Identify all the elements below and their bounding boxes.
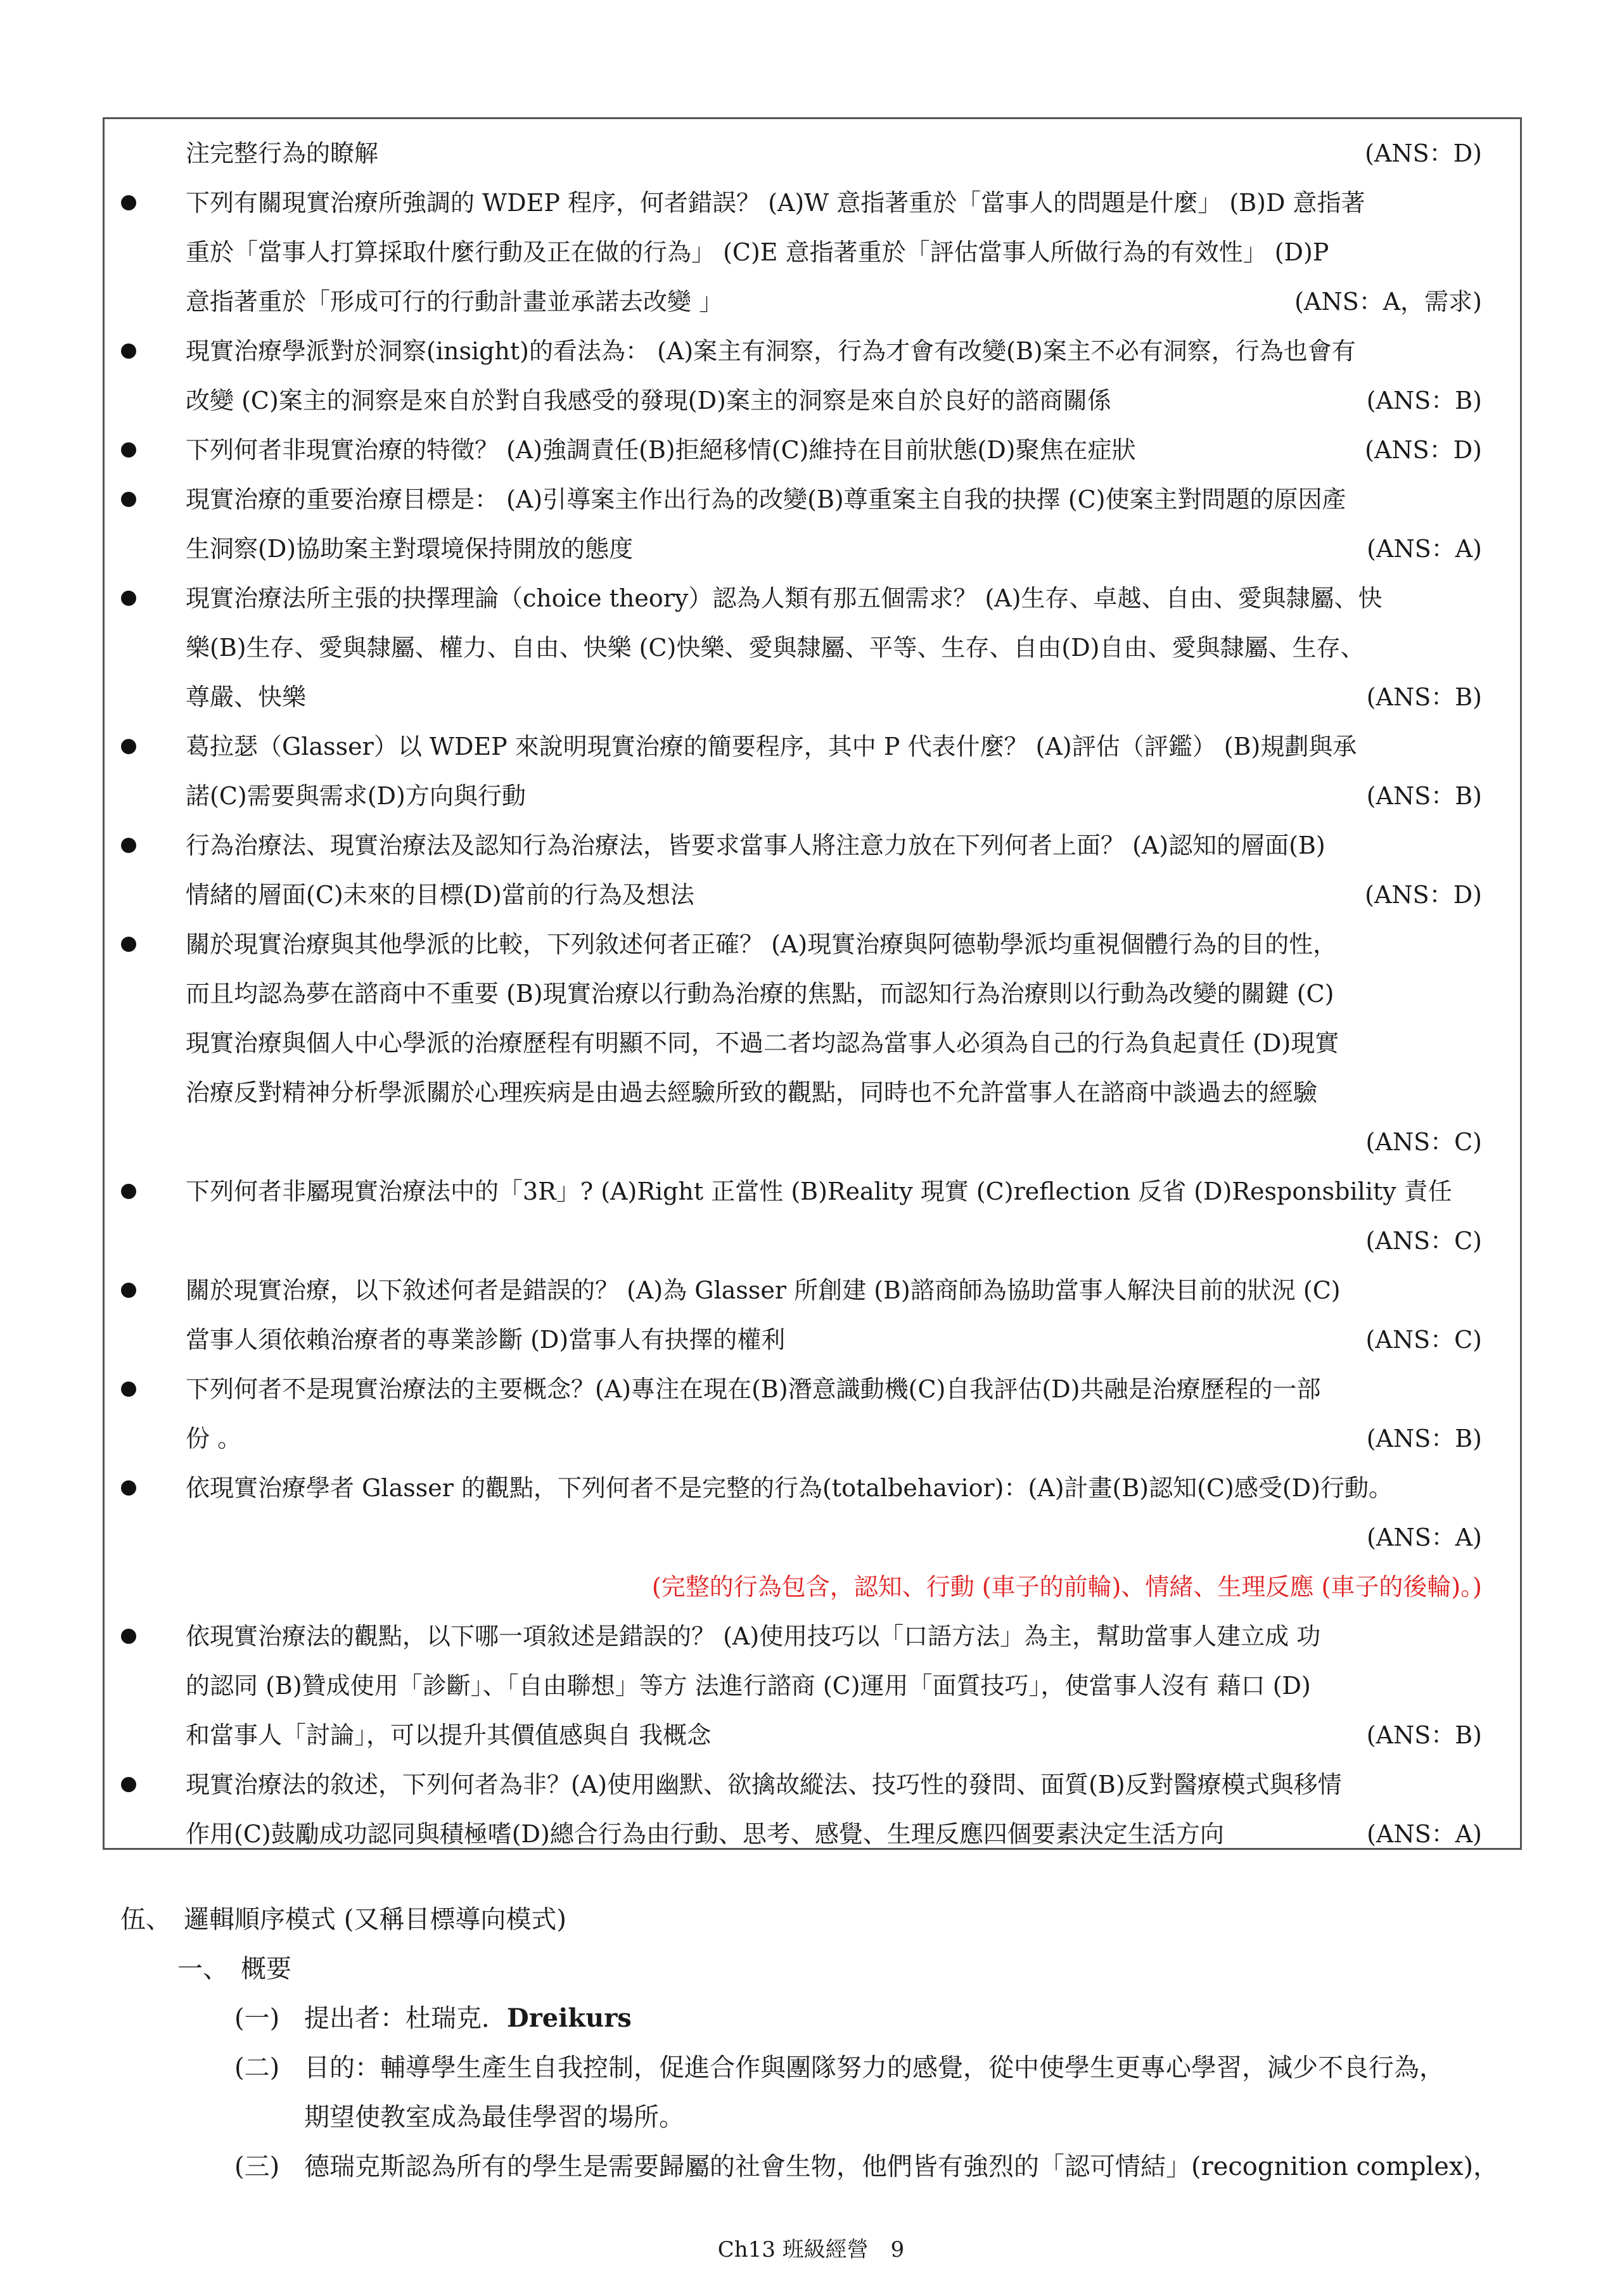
answer-label: (ANS：A，需求) (1294, 288, 1482, 316)
question-line: 下列何者非屬現實治療法中的「3R」? (A)Right 正當性 (B)Reality 現實 (C)reflection 反省 (D)Responsbility 責任 (186, 1177, 1452, 1205)
answer-label: (ANS：D) (1365, 881, 1482, 909)
question-line: 生洞察(D)協助案主對環境保持開放的態度 (186, 535, 634, 563)
question-line: 意指著重於「形成可行的行動計畫並承諾去改變 」 (186, 288, 724, 316)
answer-label: (ANS：B) (1366, 1721, 1482, 1749)
question-line: 現實治療與個人中心學派的治療歷程有明顯不同，不過二者均認為當事人必須為自己的行為負起責任 (D)現實 (186, 1029, 1339, 1057)
answer-note: (完整的行為包含，認知、行動 (車子的前輪)、情緒、生理反應 (車子的後輪)。) (651, 1573, 1482, 1601)
question-line: 關於現實治療，以下敘述何者是錯誤的？ (A)為 Glasser 所創建 (B)諮商師為協助當事人解決目前的狀況 (C) (186, 1276, 1341, 1304)
question-line: 而且均認為夢在諮商中不重要 (B)現實治療以行動為治療的焦點，而認知行為治療則以行動為改變的關鍵 (C) (186, 980, 1334, 1008)
bullet-icon (121, 937, 136, 952)
answer-label: (ANS：B) (1366, 387, 1482, 414)
bullet-icon (121, 1480, 136, 1496)
question-line: 尊嚴、快樂 (186, 683, 307, 711)
answer-label: (ANS：D) (1365, 436, 1482, 464)
bullet-icon (121, 442, 136, 458)
question-line: 現實治療法所主張的抉擇理論（choice theory）認為人類有那五個需求？ (A)生存、卓越、自由、愛與隸屬、快 (186, 584, 1383, 612)
question-box (103, 117, 1522, 1850)
question-line: 的認同 (B)贊成使用「診斷」、「自由聯想」等方 法進行諮商 (C)運用「面質技巧」，使當事人沒有 藉口 (D) (186, 1672, 1311, 1700)
item-text (304, 1994, 632, 2043)
question-line: 樂(B)生存、愛與隸屬、權力、自由、快樂 (C)快樂、愛與隸屬、平等、生存、自由(D)自由、愛與隸屬、生存、 (186, 634, 1365, 662)
page-number: 9 (890, 2237, 905, 2262)
item-text-continued: 期望使教室成為最佳學習的場所。 (304, 2103, 684, 2132)
bullet-icon (121, 1629, 136, 1644)
answer-label: (ANS：A) (1367, 1523, 1482, 1551)
bullet-icon (121, 1283, 136, 1298)
bullet-icon (121, 1184, 136, 1199)
item-number: (一) (234, 2004, 280, 2033)
question-line: 和當事人「討論」，可以提升其價值感與自 我概念 (186, 1721, 712, 1749)
question-line: 下列有關現實治療所強調的 WDEP 程序，何者錯誤？ (A)W 意指著重於「當事人的問題是什麼」 (B)D 意指著 (186, 189, 1365, 217)
bullet-icon (121, 195, 136, 210)
answer-label: (ANS：A) (1367, 535, 1482, 563)
question-line: 注完整行為的瞭解 (186, 139, 379, 167)
page-footer (0, 2232, 1622, 2263)
question-line: 重於「當事人打算採取什麼行動及正在做的行為」 (C)E 意指著重於「評估當事人所做行為的有效性」 (D)P (186, 238, 1329, 266)
item-number: (二) (234, 2053, 280, 2082)
question-line: 下列何者非現實治療的特徵？ (A)強調責任(B)拒絕移情(C)維持在目前狀態(D)聚焦在症狀 (186, 436, 1136, 464)
item-label: 提出者：杜瑞克． (304, 2004, 507, 2033)
question-line: 治療反對精神分析學派關於心理疾病是由過去經驗所致的觀點，同時也不允許當事人在諮商中談過去的經驗 (186, 1079, 1318, 1106)
section-number: 伍、 (120, 1905, 171, 1934)
bullet-icon (121, 343, 136, 359)
subsection-title: 概要 (241, 1954, 291, 1984)
question-line: 下列何者不是現實治療法的主要概念？(A)專注在現在(B)潛意識動機(C)自我評估(D)共融是治療歷程的一部 (186, 1375, 1321, 1403)
question-line: 作用(C)鼓勵成功認同與積極嗜(D)總合行為由行動、思考、感覺、生理反應四個要素決定生活方向 (186, 1820, 1224, 1848)
question-line: 改變 (C)案主的洞察是來自於對自我感受的發現(D)案主的洞察是來自於良好的諮商關係 (186, 387, 1111, 414)
question-line: 現實治療學派對於洞察(insight)的看法為： (A)案主有洞察，行為才會有改變(B)案主不必有洞察，行為也會有 (186, 337, 1356, 365)
question-line: 當事人須依賴治療者的專業診斷 (D)當事人有抉擇的權利 (186, 1326, 786, 1354)
answer-label: (ANS：A) (1367, 1820, 1482, 1848)
bullet-icon (121, 739, 136, 754)
answer-label: (ANS：B) (1366, 782, 1482, 810)
bullet-icon (121, 492, 136, 507)
question-line: 份 。 (186, 1425, 242, 1453)
answer-label: (ANS：B) (1366, 683, 1482, 711)
item-text: 德瑞克斯認為所有的學生是需要歸屬的社會生物，他們皆有強烈的「認可情結」(recognition complex)， (304, 2152, 1499, 2181)
bullet-icon (121, 838, 136, 853)
question-line: 葛拉瑟（Glasser）以 WDEP 來說明現實治療的簡要程序，其中 P 代表什麼？ (A)評估（評鑑） (B)規劃與承 (186, 733, 1357, 760)
footer-chapter: Ch13 班級經營 (717, 2237, 869, 2262)
bullet-icon (121, 1382, 136, 1397)
question-line: 關於現實治療與其他學派的比較，下列敘述何者正確？ (A)現實治療與阿德勒學派均重視個體行為的目的性， (186, 930, 1338, 958)
question-line: 現實治療的重要治療目標是： (A)引導案主作出行為的改變(B)尊重案主自我的抉擇 (C)使案主對問題的原因產 (186, 485, 1346, 513)
question-line: 現實治療法的敘述，下列何者為非？(A)使用幽默、欲擒故縱法、技巧性的發問、面質(B)反對醫療模式與移情 (186, 1771, 1342, 1799)
answer-label: (ANS：B) (1366, 1425, 1482, 1453)
item-bold-name: Dreikurs (507, 2003, 632, 2033)
bullet-icon (121, 591, 136, 606)
question-line: 情緒的層面(C)未來的目標(D)當前的行為及想法 (186, 881, 694, 909)
question-line: 依現實治療學者 Glasser 的觀點，下列何者不是完整的行為(totalbehavior)：(A)計畫(B)認知(C)感受(D)行動。 (186, 1474, 1393, 1502)
bullet-icon (121, 1777, 136, 1792)
section-title: 邏輯順序模式 (又稱目標導向模式) (184, 1905, 566, 1934)
answer-label: (ANS：C) (1365, 1326, 1482, 1354)
item-text: 目的：輔導學生產生自我控制，促進合作與團隊努力的感覺，從中使學生更專心學習，減少不良行為， (304, 2053, 1445, 2082)
subsection-number: 一、 (177, 1954, 228, 1984)
answer-label: (ANS：D) (1365, 139, 1482, 167)
answer-label: (ANS：C) (1365, 1227, 1482, 1255)
answer-label: (ANS：C) (1365, 1128, 1482, 1156)
question-line: 依現實治療法的觀點，以下哪一項敘述是錯誤的？ (A)使用技巧以「口語方法」為主，幫助當事人建立成 功 (186, 1622, 1321, 1650)
item-number: (三) (234, 2152, 280, 2181)
question-line: 行為治療法、現實治療法及認知行為治療法，皆要求當事人將注意力放在下列何者上面？ (A)認知的層面(B) (186, 831, 1325, 859)
question-line: 諾(C)需要與需求(D)方向與行動 (186, 782, 526, 810)
